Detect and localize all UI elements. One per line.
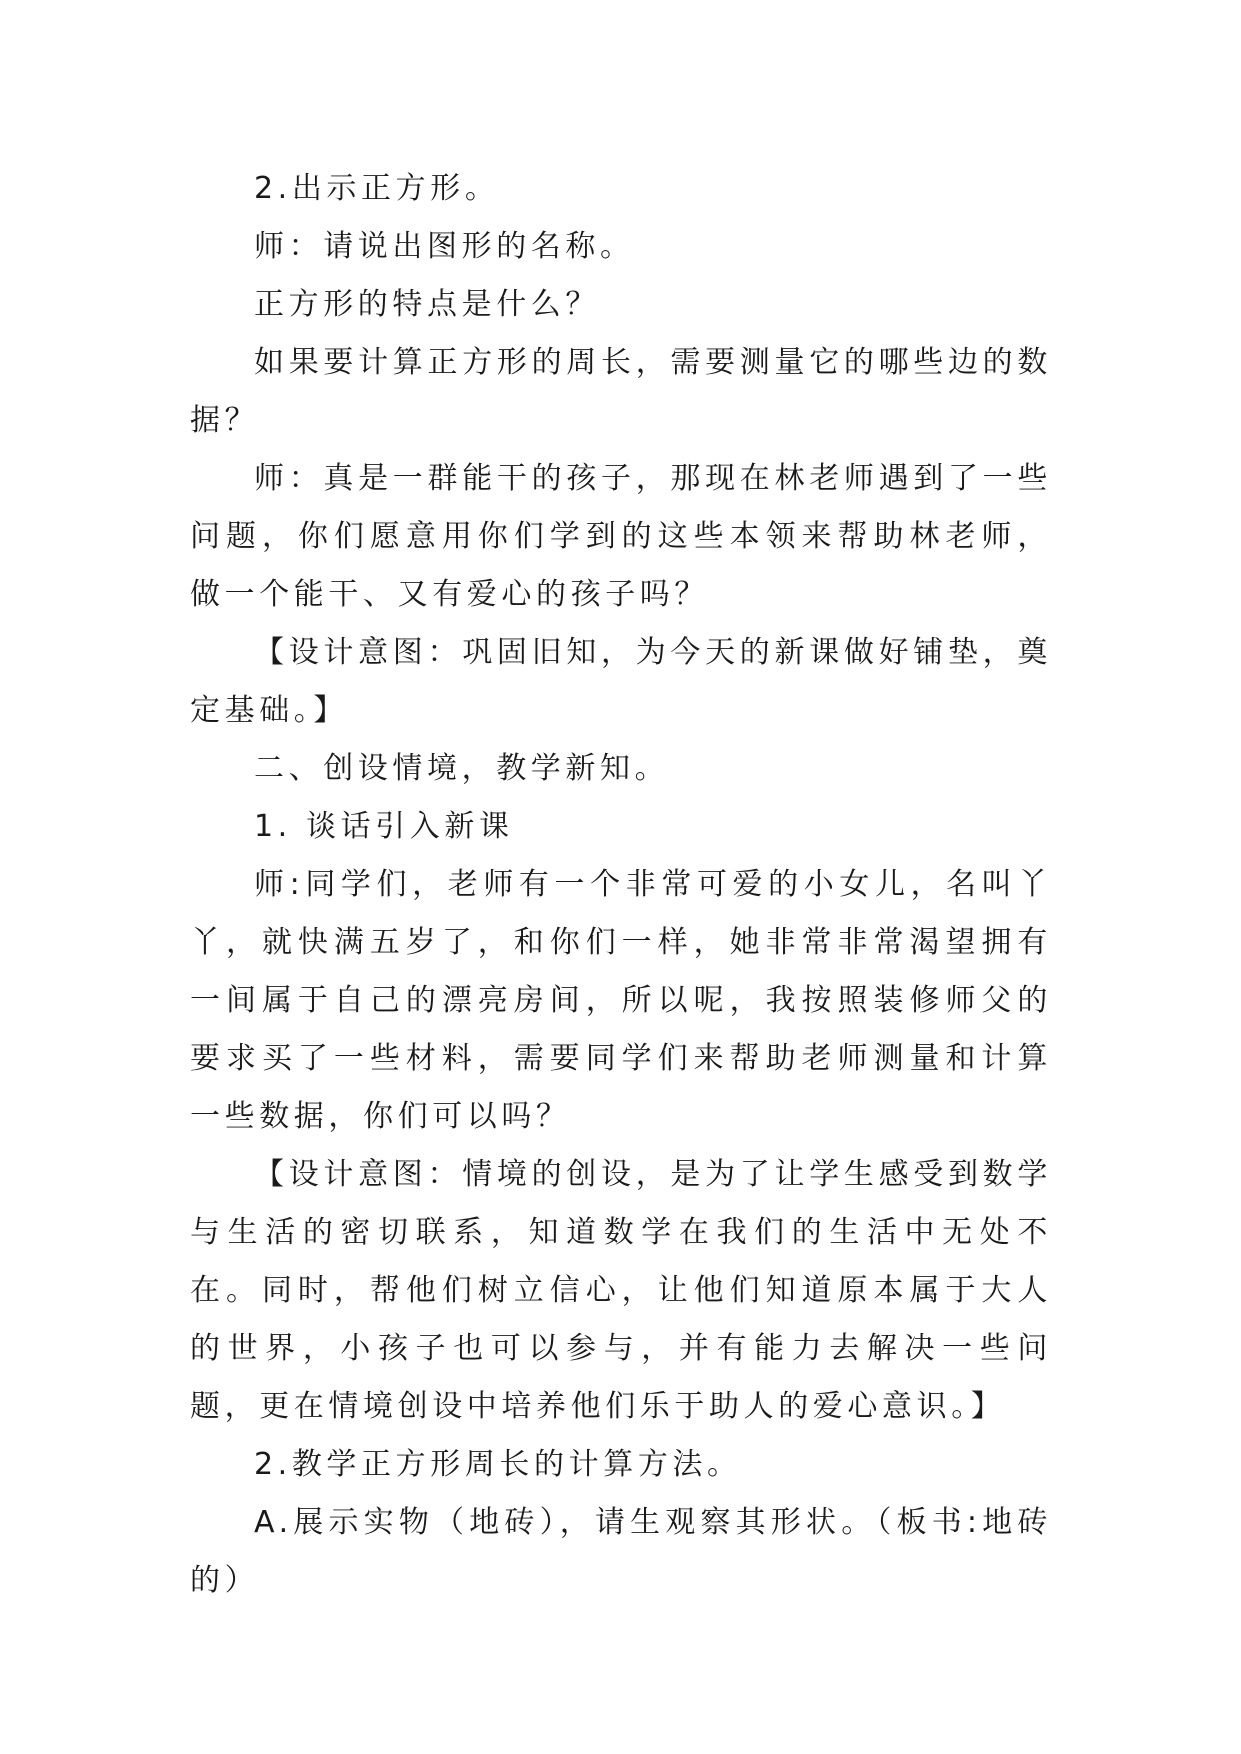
paragraph-teacher-praise: 师：真是一群能干的孩子，那现在林老师遇到了一些问题，你们愿意用你们学到的这些本领来帮助林老师，做一个能干、又有爱心的孩子吗？ <box>190 461 1052 612</box>
paragraph-teacher-ask-name: 师：请说出图形的名称。 <box>254 229 635 264</box>
document-body <box>190 160 1052 1610</box>
paragraph-design-intent-2: 【设计意图：情境的创设，是为了让学生感受到数学与生活的密切联系，知道数学在我们的生活中无处不在。同时，帮他们树立信心，让他们知道原本属于大人的世界，小孩子也可以参与，并有能力去解决一些问题，更在情境创设中培养他们乐于助人的爱心意识。】 <box>190 1157 1052 1424</box>
paragraph-perimeter-question: 如果要计算正方形的周长，需要测量它的哪些边的数据？ <box>190 345 1052 438</box>
paragraph-square-features: 正方形的特点是什么？ <box>254 287 600 322</box>
subheading-perimeter-method: 2.教学正方形周长的计算方法。 <box>254 1447 742 1482</box>
paragraph-show-square: 2.出示正方形。 <box>254 171 500 206</box>
paragraph-show-tile: A.展示实物（地砖），请生观察其形状。（板书:地砖的） <box>190 1505 1052 1598</box>
paragraph-design-intent-1: 【设计意图：巩固旧知，为今天的新课做好铺垫，奠定基础。】 <box>190 635 1052 728</box>
subheading-intro-lesson: 1. 谈话引入新课 <box>254 809 514 844</box>
paragraph-teacher-story: 师:同学们，老师有一个非常可爱的小女儿，名叫丫丫，就快满五岁了，和你们一样，她非常非常渴望拥有一间属于自己的漂亮房间，所以呢，我按照装修师父的要求买了一些材料，需要同学们来帮助老师测量和计算一些数据，你们可以吗？ <box>190 867 1052 1134</box>
section-heading-2: 二、创设情境，教学新知。 <box>254 751 670 786</box>
